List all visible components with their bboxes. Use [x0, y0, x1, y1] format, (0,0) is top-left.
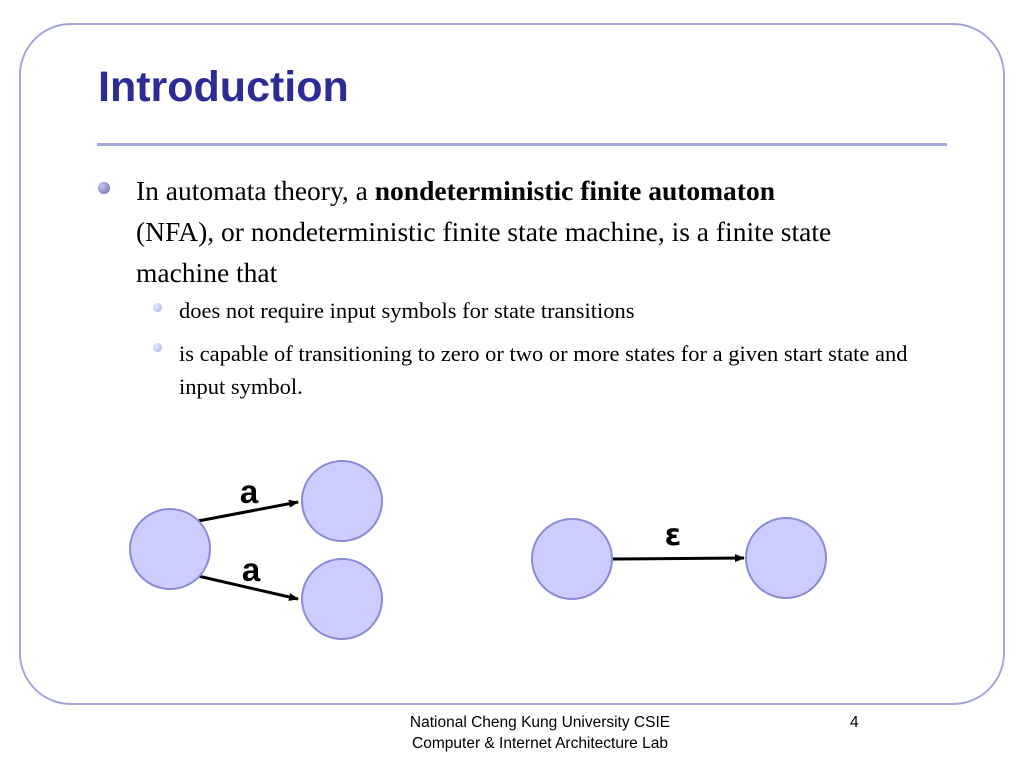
footer-org-line-1: National Cheng Kung University CSIE	[409, 714, 671, 731]
edge-label-epsilon: ε	[664, 518, 682, 553]
state-right-start	[532, 519, 612, 599]
edge-label-a-lower: a	[241, 551, 261, 588]
edge-epsilon	[612, 558, 744, 559]
state-left-start	[130, 509, 210, 589]
sub-bullet-2: is capable of transitioning to zero or two or more states for a given start state and input symbol.	[179, 341, 908, 399]
bullet-text-after: (NFA), or nondeterministic finite state machine, is a finite state machine that	[136, 216, 832, 288]
bullet-text-before: In automata theory, a	[136, 175, 375, 206]
slide-title: Introduction	[98, 63, 349, 111]
footer-org-line-2: Computer & Internet Architecture Lab	[412, 735, 668, 752]
edge-label-a-upper: a	[239, 473, 259, 510]
bullet-bold-term: nondeterministic finite automaton	[374, 175, 776, 206]
page-number: 4	[850, 714, 859, 731]
footer-organization	[340, 712, 740, 754]
state-left-lower	[302, 559, 382, 639]
state-right-end	[746, 518, 826, 598]
sub-bullet-1: does not require input symbols for state transitions	[179, 298, 635, 323]
state-left-upper	[302, 461, 382, 541]
